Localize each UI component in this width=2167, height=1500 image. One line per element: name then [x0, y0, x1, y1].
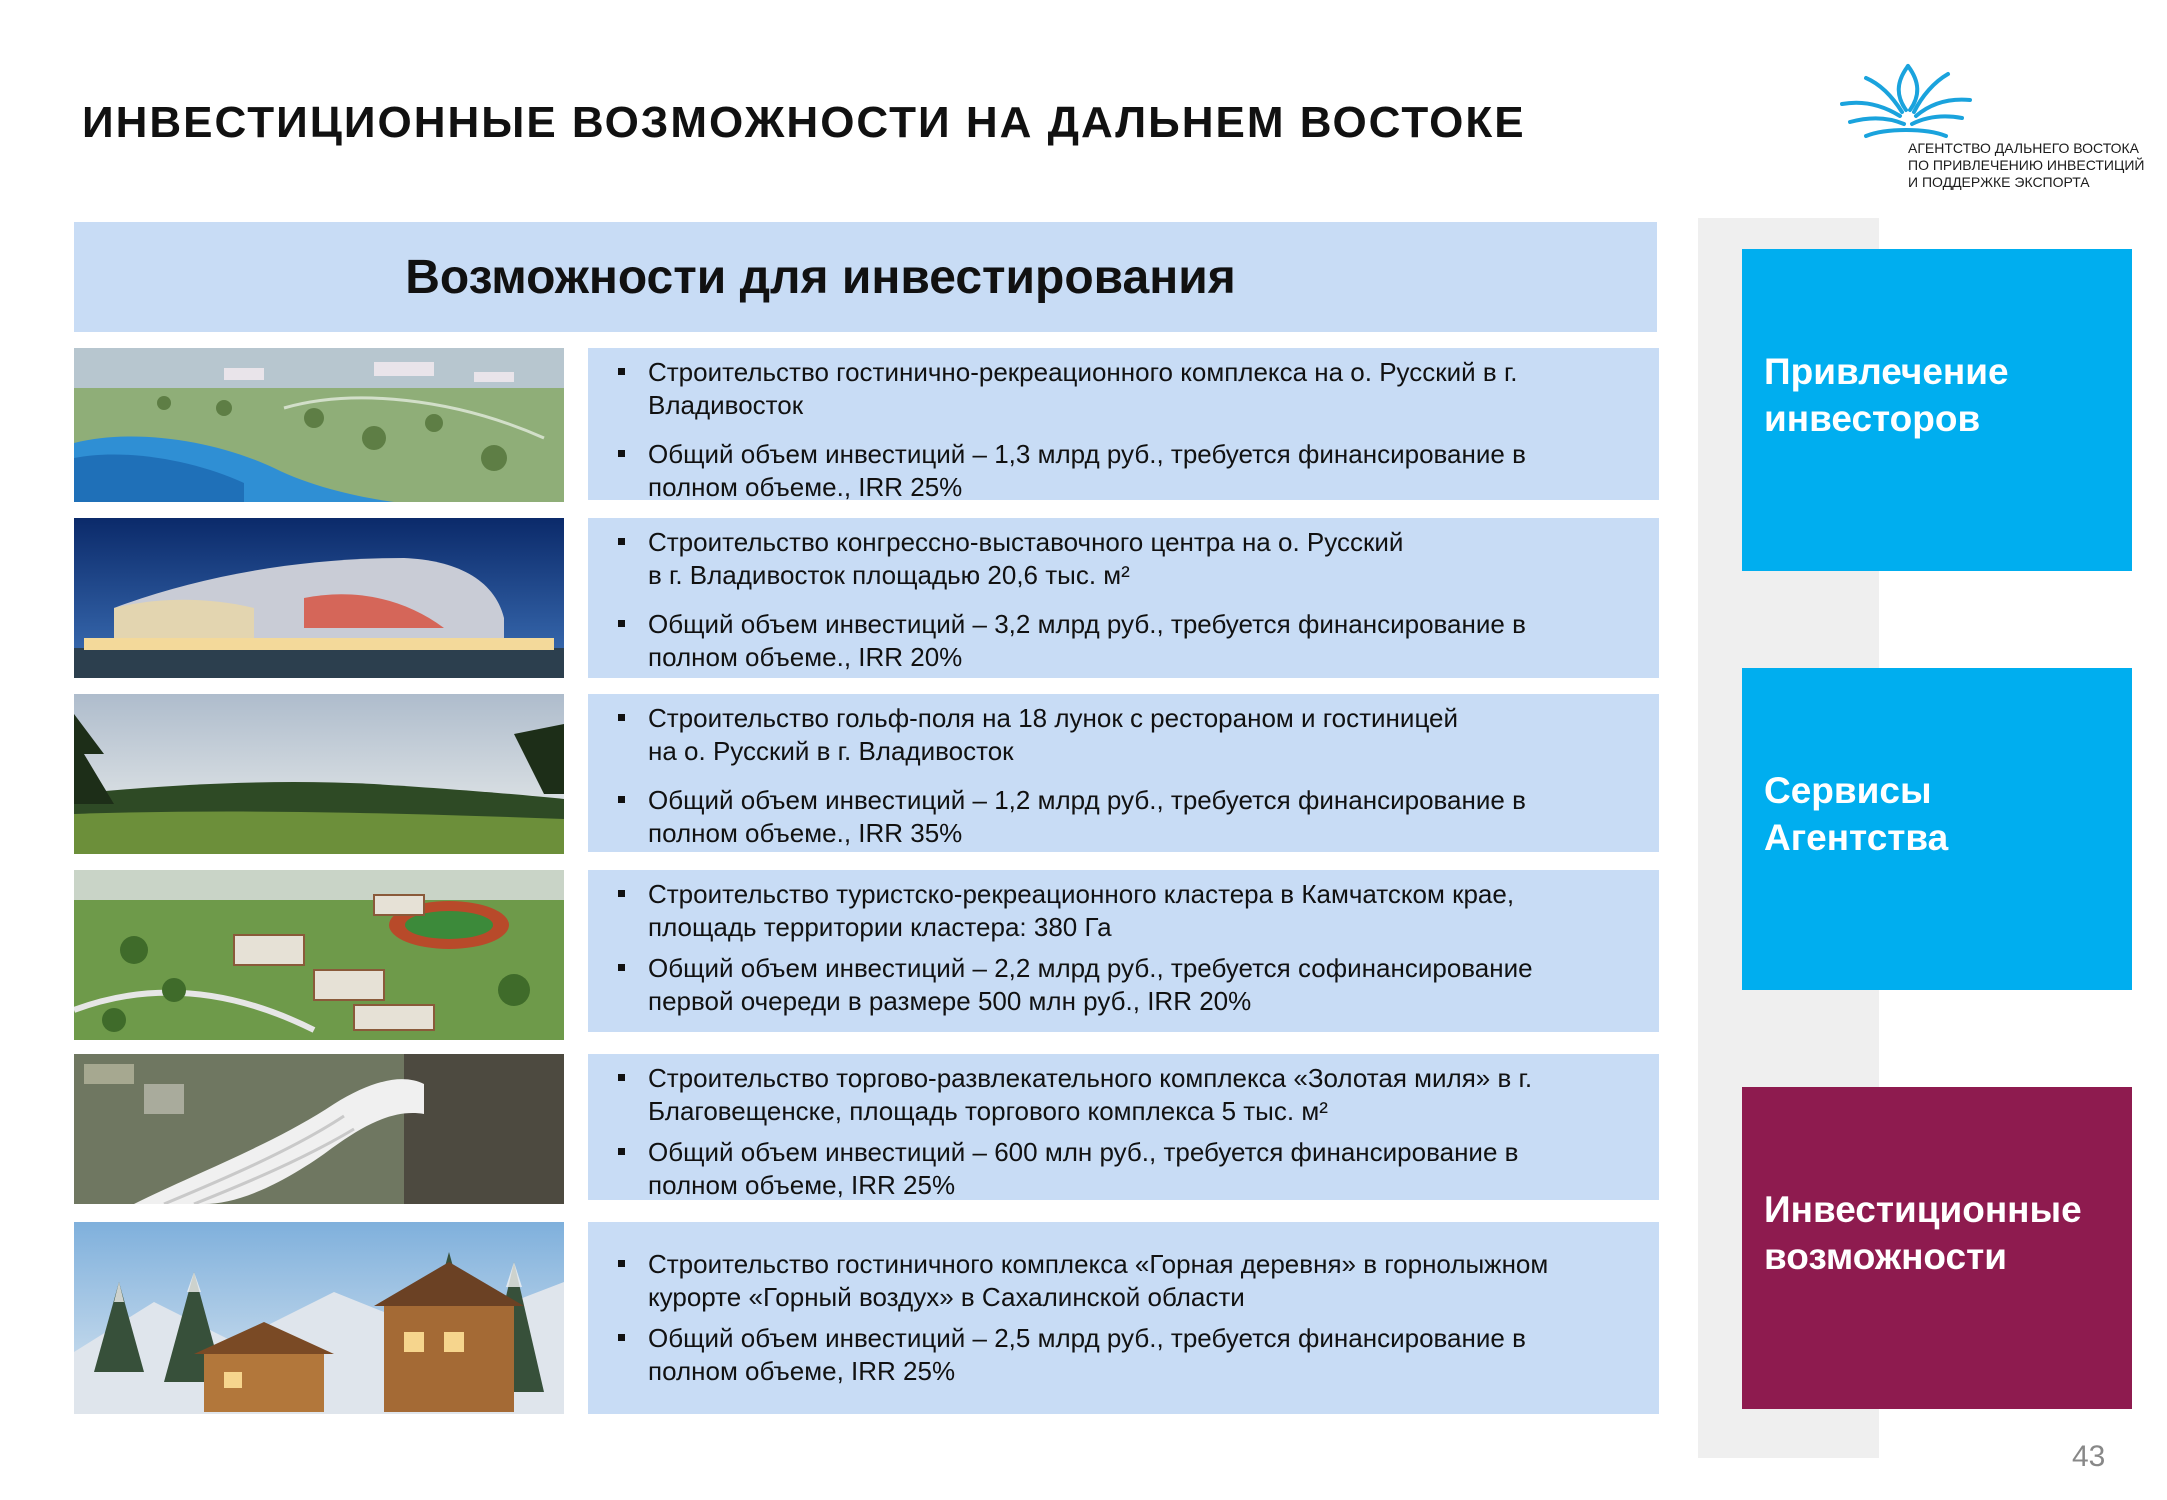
- project-bullet: Строительство торгово-развлекательного комплекса «Золотая миля» в г. Благовещенске, площадь торгового комплекса 5 тыс. м²: [648, 1062, 1639, 1128]
- project-bullet: Строительство гостинично-рекреационного комплекса на о. Русский в г. Владивосток: [648, 356, 1639, 422]
- project-description: [588, 694, 1659, 852]
- lotus-logo-icon: [1836, 54, 1976, 144]
- project-bullet: Общий объем инвестиций – 3,2 млрд руб., требуется финансирование в полном объеме., IRR 20%: [648, 608, 1639, 674]
- island-resort-aerial-image: [74, 348, 564, 502]
- agency-logo[interactable]: [1836, 54, 2145, 194]
- nav-attract-investors[interactable]: [1742, 249, 2132, 571]
- tourist-cluster-render-image: [74, 870, 564, 1040]
- project-bullet: Общий объем инвестиций – 600 млн руб., требуется финансирование в полном объеме, IRR 25%: [648, 1136, 1639, 1202]
- congress-center-render-image: [74, 518, 564, 678]
- nav-label: Привлечение инвесторов: [1764, 351, 2009, 439]
- project-bullet: Общий объем инвестиций – 1,3 млрд руб., требуется финансирование в полном объеме., IRR 25%: [648, 438, 1639, 504]
- project-description: [588, 348, 1659, 500]
- project-bullet: Строительство туристско-рекреационного кластера в Камчатском крае, площадь территории кластера: 380 Га: [648, 878, 1639, 944]
- project-bullet: Строительство гольф-поля на 18 лунок с рестораном и гостиницей на о. Русский в г. Владивосток: [648, 702, 1639, 768]
- nav-label: Сервисы Агентства: [1764, 770, 1949, 858]
- project-bullet: Строительство конгрессно-выставочного центра на о. Русский в г. Владивосток площадью 20,6 тыс. м²: [648, 526, 1639, 592]
- project-bullet: Общий объем инвестиций – 2,2 млрд руб., требуется софинансирование первой очереди в размере 500 млн руб., IRR 20%: [648, 952, 1639, 1018]
- project-bullet: Строительство гостиничного комплекса «Горная деревня» в горнолыжном курорте «Горный воздух» в Сахалинской области: [648, 1248, 1639, 1314]
- page-number: 43: [2072, 1440, 2106, 1473]
- page-title: ИНВЕСТИЦИОННЫЕ ВОЗМОЖНОСТИ НА ДАЛЬНЕМ ВОСТОКЕ: [82, 98, 1526, 147]
- project-bullet: Общий объем инвестиций – 2,5 млрд руб., требуется финансирование в полном объеме, IRR 25%: [648, 1322, 1639, 1388]
- nav-investment-opportunities[interactable]: [1742, 1087, 2132, 1409]
- shopping-complex-render-image: [74, 1054, 564, 1204]
- project-description: [588, 518, 1659, 678]
- project-description: [588, 1054, 1659, 1200]
- agency-name: АГЕНТСТВО ДАЛЬНЕГО ВОСТОКА ПО ПРИВЛЕЧЕНИЮ ИНВЕСТИЦИЙ И ПОДДЕРЖКЕ ЭКСПОРТА: [1908, 140, 2145, 190]
- project-description: [588, 870, 1659, 1032]
- project-bullet: Общий объем инвестиций – 1,2 млрд руб., требуется финансирование в полном объеме., IRR 35%: [648, 784, 1639, 850]
- project-description: [588, 1222, 1659, 1414]
- section-header: [74, 222, 1657, 332]
- mountain-village-chalets-image: [74, 1222, 564, 1414]
- golf-course-landscape-image: [74, 694, 564, 854]
- nav-label: Инвестиционные возможности: [1764, 1189, 2082, 1277]
- section-heading: Возможности для инвестирования: [405, 250, 1236, 304]
- nav-agency-services[interactable]: [1742, 668, 2132, 990]
